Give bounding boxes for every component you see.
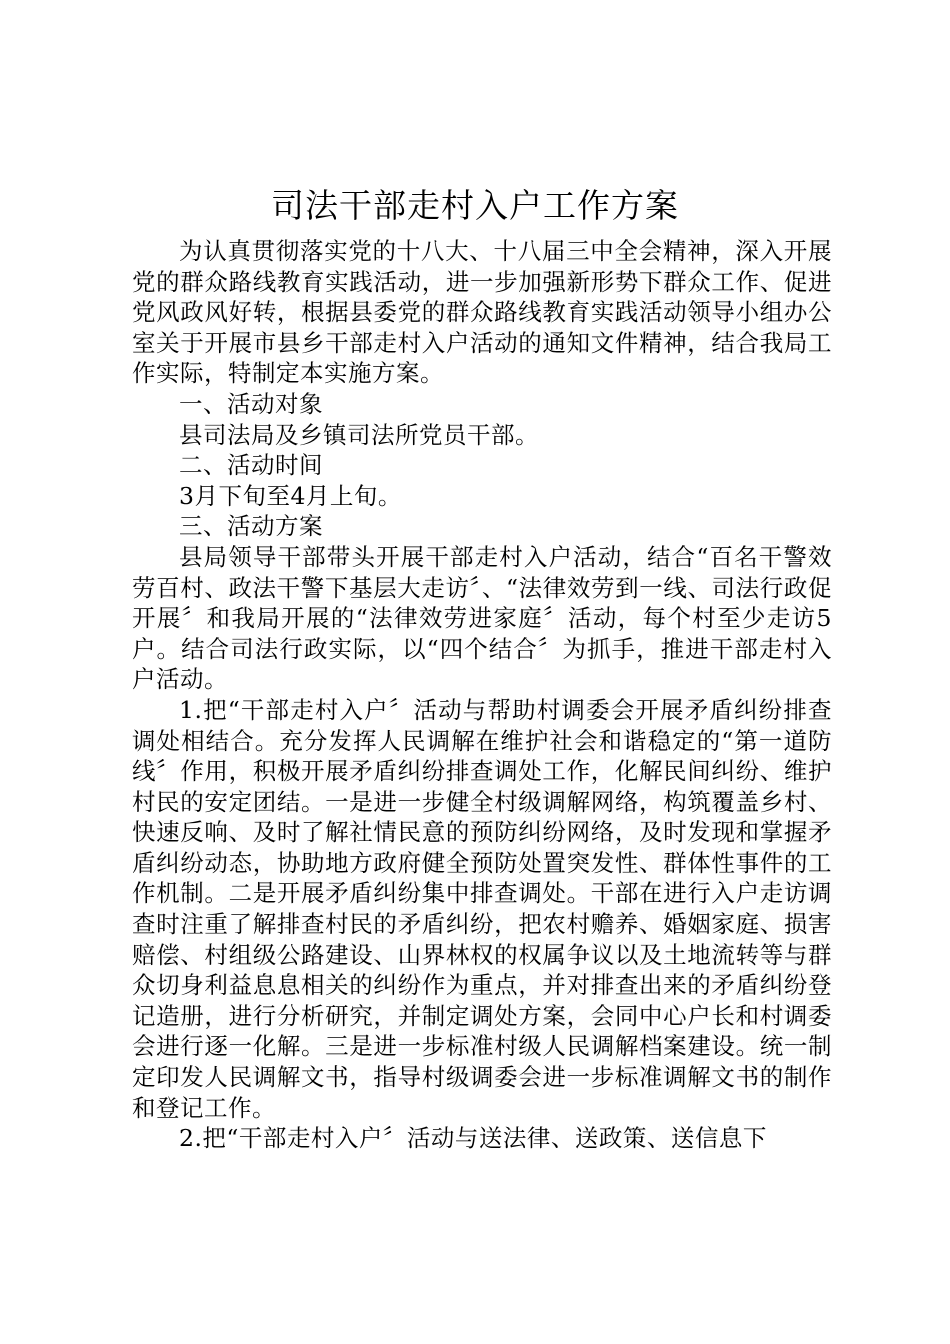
item-2-paragraph: 2.把“干部走村入户〞活动与送法律、送政策、送信息下 <box>179 1124 767 1153</box>
section-heading-target: 一、活动对象 <box>179 389 323 418</box>
intro-paragraph: 为认真贯彻落实党的十八大、十八届三中全会精神，深入开展党的群众路线教育实践活动，进一步加强新形势下群众工作、促进党风政风好转，根据县委党的群众路线教育实践活动领导小组办公室关于开展市县乡干部走村入户活动的通知文件精神，结合我局工作实际，特制定本实施方案。 <box>132 237 832 388</box>
document-title: 司法干部走村入户工作方案 <box>271 186 679 225</box>
time-paragraph: 3月下旬至4月上旬。 <box>179 481 402 510</box>
section-heading-time: 二、活动时间 <box>179 451 323 480</box>
plan-paragraph: 县局领导干部带头开展干部走村入户活动，结合“百名干警效劳百村、政法干警下基层大走访〞、“法律效劳到一线、司法行政促开展〞和我局开展的“法律效劳进家庭〞活动，每个村至少走访5户。结合司法行政实际，以“四个结合〞为抓手，推进干部走村入户活动。 <box>132 542 832 694</box>
target-paragraph: 县司法局及乡镇司法所党员干部。 <box>179 420 539 449</box>
item-1-paragraph: 1.把“干部走村入户〞活动与帮助村调委会开展矛盾纠纷排查调处相结合。充分发挥人民调解在维护社会和谐稳定的“第一道防线〞作用，积极开展矛盾纠纷排查调处工作，化解民间纠纷、维护村民的安定团结。一是进一步健全村级调解网络，构筑覆盖乡村、快速反响、及时了解社情民意的预防纠纷网络，及时发现和掌握矛盾纠纷动态，协助地方政府健全预防处置突发性、群体性事件的工作机制。二是开展矛盾纠纷集中排查调处。干部在进行入户走访调查时注重了解排查村民的矛盾纠纷，把农村赡养、婚姻家庭、损害赔偿、村组级公路建设、山界林权的权属争议以及土地流转等与群众切身利益息息相关的纠纷作为重点，并对排查出来的矛盾纠纷登记造册，进行分析研究，并制定调处方案，会同中心户长和村调委会进行逐一化解。三是进一步标准村级人民调解档案建设。统一制定印发人民调解文书，指导村级调委会进一步标准调解文书的制作和登记工作。 <box>132 695 832 1122</box>
document-body <box>132 236 832 1154</box>
section-heading-plan: 三、活动方案 <box>179 512 323 541</box>
